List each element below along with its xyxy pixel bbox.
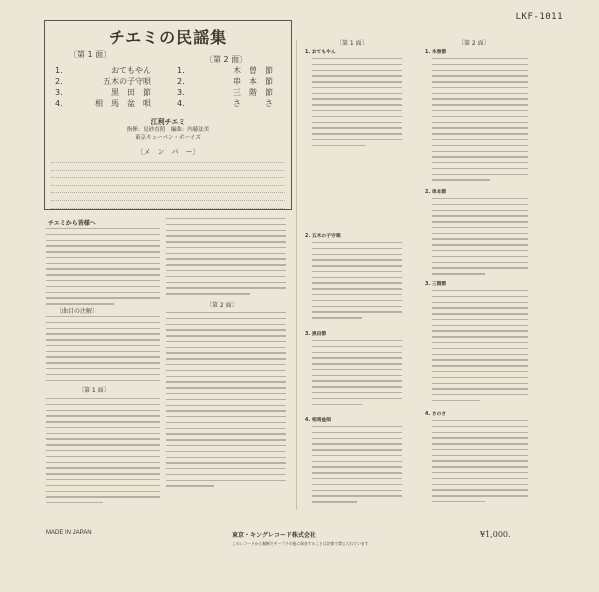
song-notes-middle — [166, 312, 286, 491]
record-company: 東京・キングレコード株式会社 — [232, 532, 316, 539]
song-title: 黒 田 節 — [111, 88, 151, 97]
lyrics-block — [432, 198, 528, 279]
album-title: チエミの民謡集 — [108, 28, 228, 47]
song-notes-left — [46, 316, 160, 385]
side2-notes-heading: 〔第 2 面〕 — [206, 302, 238, 309]
side2-song-list — [177, 65, 273, 109]
lyrics-block — [312, 242, 402, 323]
notes-subheading: 〔曲目の注解〕 — [56, 308, 99, 315]
lyrics-section-title: 4. 相馬盆唄 — [305, 418, 332, 423]
credit-line: 東京キューバン・ボーイズ — [135, 135, 201, 141]
song-row — [177, 87, 273, 98]
liner-notes-left — [46, 228, 160, 309]
song-title: さ さ — [233, 99, 273, 108]
song-title: 三 階 節 — [233, 88, 273, 97]
notes-heading: チエミから皆様へ — [48, 220, 96, 227]
song-row — [55, 76, 151, 87]
song-row — [177, 76, 273, 87]
side1-song-list — [55, 65, 151, 109]
lyrics-side2-heading: 〔第 2 面〕 — [458, 40, 490, 47]
side2-heading: 〔第 2 面〕 — [205, 55, 248, 64]
song-title: 相 馬 盆 唄 — [95, 99, 151, 108]
song-title: 五木の子守唄 — [103, 77, 151, 86]
lyrics-section-title: 1. 木曽節 — [425, 50, 447, 55]
song-row — [177, 98, 273, 109]
lyrics-side1-heading: 〔第 1 面〕 — [336, 40, 368, 47]
song-number: 3. — [177, 88, 185, 97]
song-number: 3. — [55, 88, 63, 97]
song-title: 木 曽 節 — [233, 66, 273, 75]
liner-notes-middle — [166, 218, 286, 299]
side1-heading: 〔第 1 面〕 — [69, 50, 112, 59]
lyrics-section-title: 3. 黒田節 — [305, 332, 327, 337]
members-heading: 〔メ ン バ ー〕 — [136, 148, 200, 156]
song-row — [55, 65, 151, 76]
artist-name: 江利チエミ — [150, 118, 186, 126]
lyrics-block — [432, 420, 528, 507]
song-number: 4. — [55, 99, 63, 108]
song-title: 串 本 節 — [233, 77, 273, 86]
made-in-japan: MADE IN JAPAN — [46, 530, 92, 536]
lyrics-block — [312, 340, 402, 409]
members-list — [51, 157, 285, 203]
price: ¥1,000. — [480, 530, 511, 539]
song-number: 4. — [177, 99, 185, 108]
tracklist-box — [44, 20, 292, 210]
lyrics-block — [312, 58, 402, 151]
lyrics-block — [432, 290, 528, 406]
catalog-number: LKF-1011 — [515, 12, 563, 22]
song-number: 2. — [177, 77, 185, 86]
lyrics-block — [312, 426, 402, 507]
song-row — [55, 98, 151, 109]
lyrics-block — [432, 58, 528, 185]
song-title: おてもやん — [111, 66, 151, 75]
lyrics-section-title: 4. さのさ — [425, 412, 447, 417]
song-notes-left-2 — [46, 398, 160, 508]
credit-line: 指揮：見砂直照 編曲：内藤法美 — [126, 127, 210, 133]
song-row — [55, 87, 151, 98]
lyrics-section-title: 2. 串本節 — [425, 190, 447, 195]
lyrics-section-title: 3. 三階節 — [425, 282, 447, 287]
side1-notes-heading: 〔第 1 面〕 — [78, 387, 110, 394]
lyrics-section-title: 1. おてもやん — [305, 50, 336, 55]
song-number: 1. — [177, 66, 185, 75]
song-number: 2. — [55, 77, 63, 86]
copyright-notice: このレコードから無断でテープその他に録音することは法律で禁じられています — [232, 541, 369, 546]
lyrics-section-title: 2. 五木の子守唄 — [305, 234, 341, 239]
song-number: 1. — [55, 66, 63, 75]
song-row — [177, 65, 273, 76]
column-divider — [296, 40, 297, 510]
